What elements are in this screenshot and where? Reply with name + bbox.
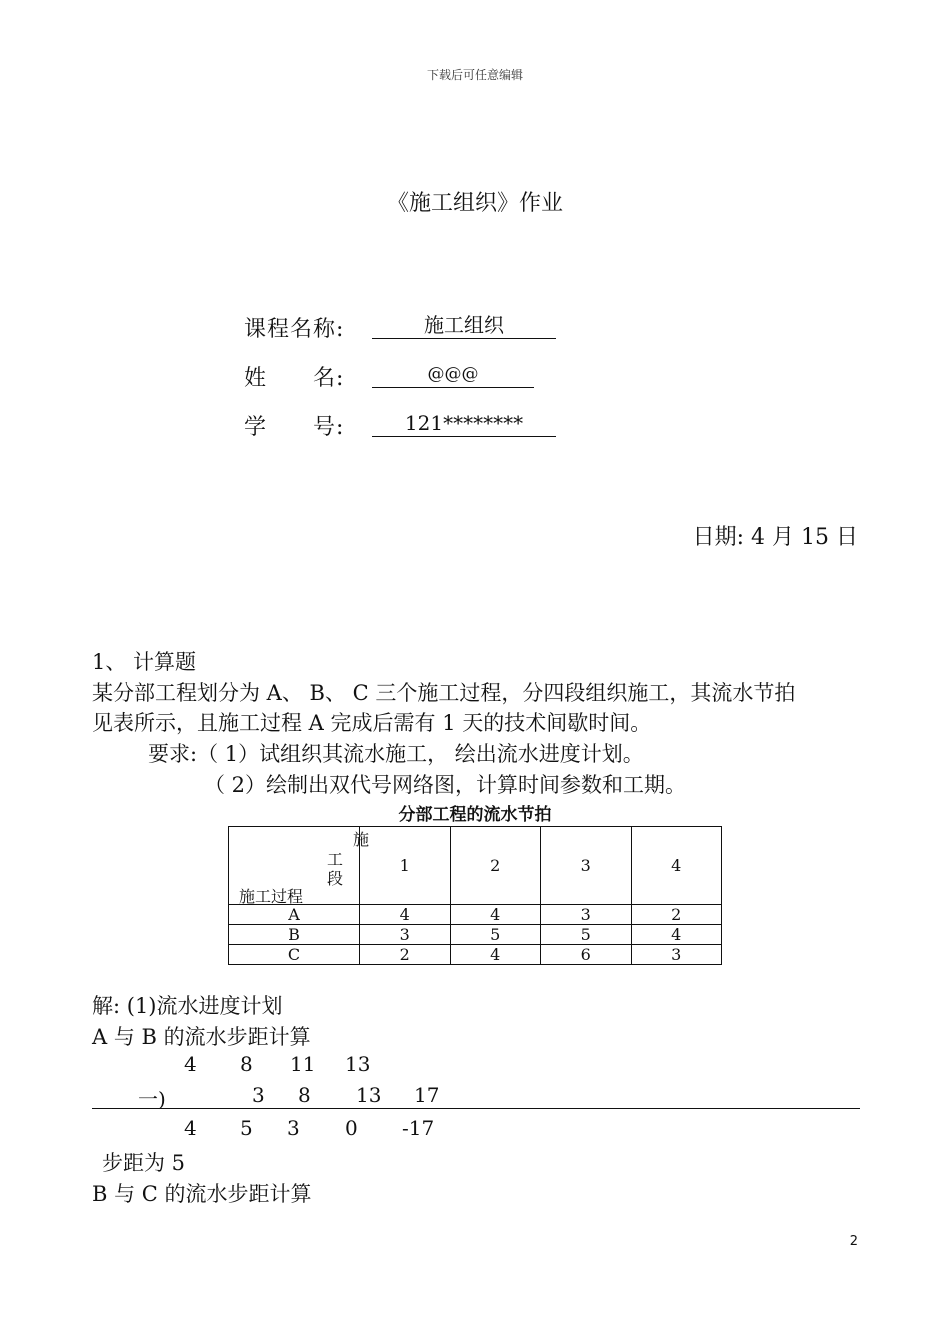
id-value: 121******** [372,410,556,437]
table-cell: 4 [360,905,451,925]
solution-line-3: B 与 C 的流水步距计算 [92,1182,312,1206]
segment-header: 2 [450,827,541,905]
sum-b-4: 17 [414,1083,440,1107]
corner-shi: 施 [352,830,369,849]
table-cell: 2 [360,945,451,965]
name-field [372,361,534,388]
flow-rhythm-table [228,826,722,965]
diff-2: 5 [240,1116,253,1140]
process-name: A [229,905,360,925]
document-title: 《施工组织》作业 [386,191,563,216]
id-label: 学 号: [244,415,345,440]
date: 日期: 4 月 15 日 [692,525,858,550]
question-requirement-1: 要求:（ 1）试组织其流水施工， 绘出流水进度计划。 [148,742,644,766]
question-line-1: 某分部工程划分为 A、 B、 C 三个施工过程，分四段组织施工，其流水节拍 [92,681,796,705]
question-requirement-2: （ 2）绘制出双代号网络图，计算时间参数和工期。 [204,773,687,797]
diff-3: 3 [287,1116,300,1140]
table-row [229,945,722,965]
table-row [229,925,722,945]
sum-b-3: 13 [356,1083,382,1107]
corner-duan: 段 [326,869,343,888]
minus-sign: 一) [138,1087,166,1111]
table-cell: 3 [541,905,632,925]
sum-a-1: 4 [184,1052,197,1076]
table-cell: 4 [450,945,541,965]
diff-4: 0 [345,1116,358,1140]
page-header: 下载后可任意编辑 [426,68,523,82]
corner-cell [229,827,369,906]
segment-header: 1 [360,827,451,905]
sum-a-2: 8 [240,1052,253,1076]
sum-a-3: 11 [290,1052,316,1076]
table-cell: 3 [360,925,451,945]
question-line-2: 见表所示，且施工过程 A 完成后需有 1 天的技术间歇时间。 [92,711,652,735]
table-cell: 2 [631,905,722,925]
table-cell: 3 [631,945,722,965]
process-name: B [229,925,360,945]
sum-a-4: 13 [345,1052,371,1076]
table-cell: 4 [450,905,541,925]
diff-5: -17 [402,1116,435,1140]
question-heading: 1、 计算题 [92,650,197,674]
table-cell: 5 [450,925,541,945]
sum-b-1: 3 [252,1083,265,1107]
corner-gong: 工 [326,850,343,869]
table-cell: 5 [541,925,632,945]
name-value: @@@ [372,361,534,388]
course-field [372,312,556,339]
table-row [229,905,722,925]
page-number: 2 [849,1234,858,1249]
id-field [372,410,556,437]
process-name: C [229,945,360,965]
diff-1: 4 [184,1116,197,1140]
table-caption: 分部工程的流水节拍 [398,805,552,825]
name-label: 姓 名: [244,366,345,391]
segment-header: 4 [631,827,722,905]
solution-line-1: 解: (1)流水进度计划 [92,994,283,1018]
table-cell: 6 [541,945,632,965]
solution-line-2: A 与 B 的流水步距计算 [92,1025,311,1049]
course-value: 施工组织 [372,312,556,339]
subtraction-rule [92,1108,860,1109]
corner-process: 施工过程 [239,887,304,906]
sum-b-2: 8 [298,1083,311,1107]
table-cell: 4 [631,925,722,945]
course-label: 课程名称: [244,317,345,342]
segment-header: 3 [541,827,632,905]
step-result: 步距为 5 [102,1151,186,1175]
